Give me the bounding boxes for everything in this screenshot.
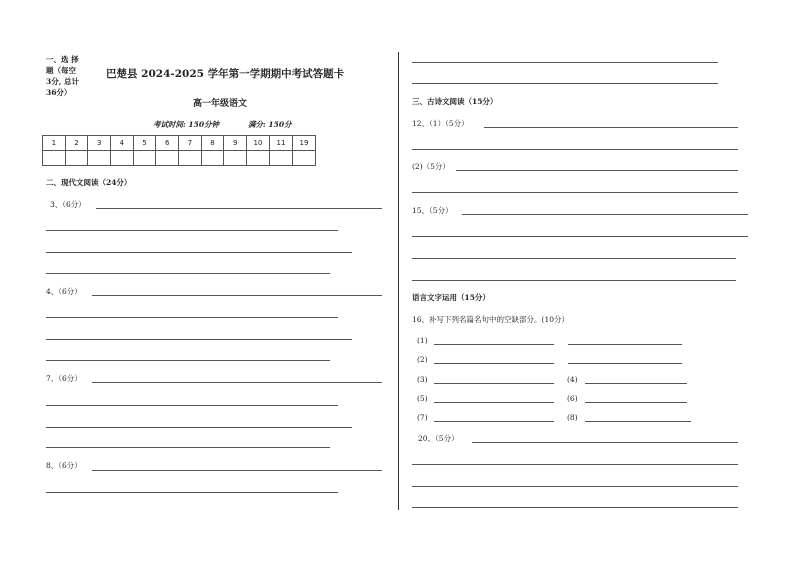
answer-line[interactable] xyxy=(472,442,738,443)
answer-grid xyxy=(42,135,316,166)
full-score: 满分: 150分 xyxy=(248,120,292,129)
section-1-note xyxy=(46,54,79,98)
answer-grid-number-row xyxy=(43,136,316,151)
answer-line[interactable] xyxy=(412,464,738,465)
answer-line[interactable] xyxy=(46,339,352,340)
blank-label: (6) xyxy=(567,394,578,403)
blank-label: (5) xyxy=(417,394,428,403)
question-3-label: 3、（6分） xyxy=(50,200,86,209)
answer-line[interactable] xyxy=(46,492,338,493)
answer-cell[interactable] xyxy=(88,151,111,166)
answer-line[interactable] xyxy=(92,295,382,296)
question-12-2-label: (2)（5分） xyxy=(412,162,450,171)
answer-cell[interactable] xyxy=(269,151,292,166)
section-4-heading: 语言文字运用（15分） xyxy=(412,293,490,302)
answer-line[interactable] xyxy=(412,258,736,259)
answer-line[interactable] xyxy=(412,280,736,281)
question-12-1-label: 12、（1）（5分） xyxy=(412,119,469,128)
grid-number: 5 xyxy=(133,136,156,151)
blank-line[interactable] xyxy=(434,402,554,403)
blank-label: (3) xyxy=(417,375,428,384)
answer-line[interactable] xyxy=(412,149,738,150)
blank-label: (4) xyxy=(567,375,578,384)
exam-subtitle: 高一年级语文 xyxy=(193,99,248,109)
grid-number: 10 xyxy=(247,136,270,151)
blank-line[interactable] xyxy=(434,344,554,345)
question-8-label: 8、（6分） xyxy=(46,461,82,470)
question-4-label: 4、（6分） xyxy=(46,287,82,296)
answer-line[interactable] xyxy=(412,62,718,63)
section-2-heading: 二、现代文阅读（24分） xyxy=(46,178,132,187)
answer-line[interactable] xyxy=(412,83,718,84)
blank-line[interactable] xyxy=(585,421,691,422)
blank-line[interactable] xyxy=(434,363,554,364)
answer-cell[interactable] xyxy=(65,151,88,166)
exam-time: 考试时间: 150分钟 xyxy=(153,120,220,129)
answer-line[interactable] xyxy=(46,252,352,253)
question-7-label: 7、（6分） xyxy=(46,374,82,383)
grid-number: 3 xyxy=(88,136,111,151)
answer-grid-answer-row xyxy=(43,151,316,166)
blank-label: (2) xyxy=(417,355,428,364)
answer-cell[interactable] xyxy=(133,151,156,166)
answer-line[interactable] xyxy=(456,170,738,171)
blank-line[interactable] xyxy=(434,383,554,384)
grid-number: 2 xyxy=(65,136,88,151)
answer-cell[interactable] xyxy=(179,151,202,166)
grid-number: 7 xyxy=(179,136,202,151)
answer-cell[interactable] xyxy=(224,151,247,166)
grid-number: 11 xyxy=(269,136,292,151)
answer-line[interactable] xyxy=(92,382,382,383)
grid-number: 6 xyxy=(156,136,179,151)
answer-line[interactable] xyxy=(484,127,738,128)
section-1-note-line: 3分, 总计 xyxy=(46,77,79,86)
blank-label: (1) xyxy=(417,336,428,345)
answer-line[interactable] xyxy=(46,405,338,406)
question-16-label: 16、补写下列名篇名句中的空缺部分。(10分） xyxy=(412,315,570,324)
blank-line[interactable] xyxy=(568,363,682,364)
grid-number: 19 xyxy=(292,136,315,151)
blank-label: (7) xyxy=(417,413,428,422)
grid-number: 4 xyxy=(111,136,134,151)
section-1-note-line: 36分） xyxy=(46,88,72,97)
answer-line[interactable] xyxy=(46,447,330,448)
question-20-label: 20、（5分） xyxy=(418,434,459,443)
answer-line[interactable] xyxy=(462,214,748,215)
section-3-heading: 三、古诗文阅读（15分） xyxy=(412,97,498,106)
answer-line[interactable] xyxy=(46,230,338,231)
grid-number: 9 xyxy=(224,136,247,151)
section-1-note-line: 一、选 择 xyxy=(46,55,79,64)
answer-cell[interactable] xyxy=(292,151,315,166)
answer-line[interactable] xyxy=(46,317,338,318)
blank-line[interactable] xyxy=(585,402,687,403)
answer-line[interactable] xyxy=(412,192,738,193)
column-divider xyxy=(398,52,399,510)
answer-line[interactable] xyxy=(96,208,382,209)
answer-cell[interactable] xyxy=(156,151,179,166)
answer-line[interactable] xyxy=(46,427,352,428)
question-15-label: 15、（5分） xyxy=(412,206,453,215)
answer-line[interactable] xyxy=(46,273,330,274)
answer-line[interactable] xyxy=(92,470,382,471)
answer-line[interactable] xyxy=(412,507,738,508)
answer-line[interactable] xyxy=(412,486,738,487)
answer-cell[interactable] xyxy=(43,151,66,166)
exam-title: 巴楚县 2024-2025 学年第一学期期中考试答题卡 xyxy=(106,68,345,80)
answer-cell[interactable] xyxy=(111,151,134,166)
blank-label: (8) xyxy=(567,413,578,422)
answer-cell[interactable] xyxy=(247,151,270,166)
section-1-note-line: 题（每空 xyxy=(46,66,76,75)
grid-number: 1 xyxy=(43,136,66,151)
blank-line[interactable] xyxy=(434,421,554,422)
blank-line[interactable] xyxy=(568,344,682,345)
grid-number: 8 xyxy=(201,136,224,151)
answer-line[interactable] xyxy=(46,360,330,361)
blank-line[interactable] xyxy=(585,383,687,384)
answer-line[interactable] xyxy=(412,236,748,237)
answer-cell[interactable] xyxy=(201,151,224,166)
